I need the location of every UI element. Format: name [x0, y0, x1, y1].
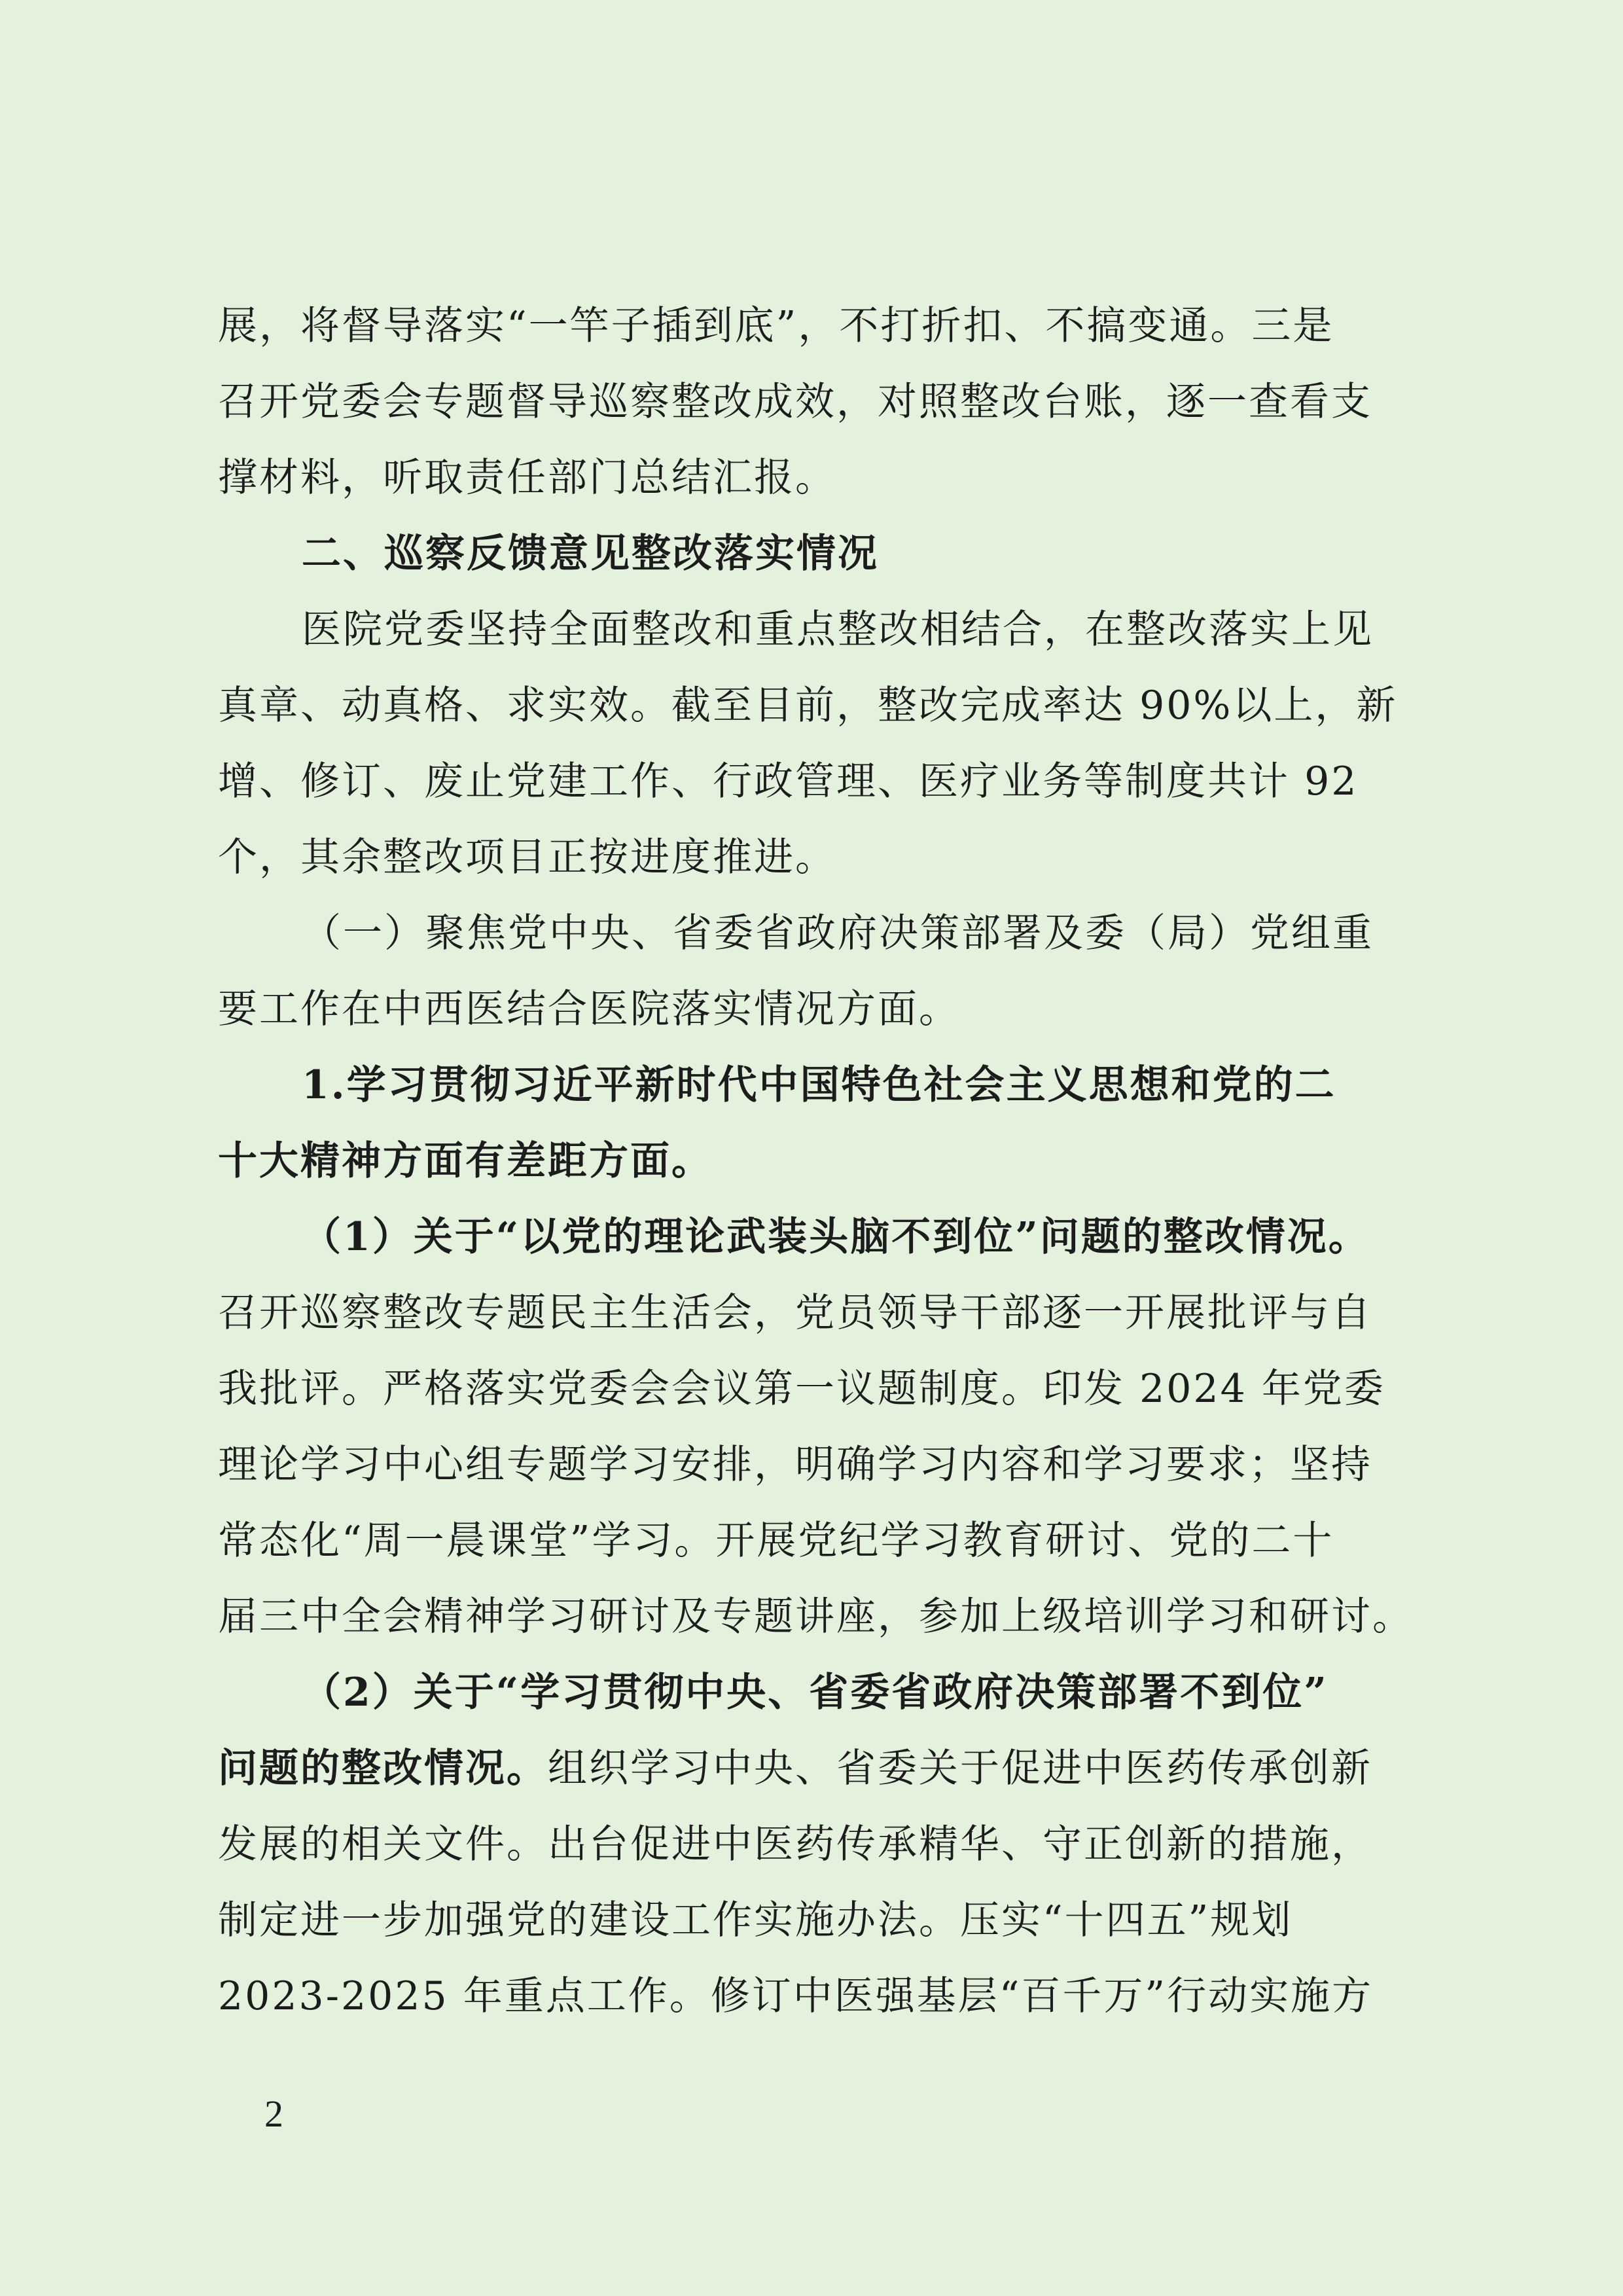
body-line: 召开党委会专题督导巡察整改成效，对照整改台账，逐一查看支	[218, 379, 1372, 425]
body-line: 制定进一步加强党的建设工作实施办法。压实“十四五”规划	[218, 1897, 1293, 1943]
item-heading-line: 1.学习贯彻习近平新时代中国特色社会主义思想和党的二	[302, 1062, 1336, 1108]
subsection-heading-line: 要工作在中西医结合医院落实情况方面。	[218, 986, 960, 1032]
document-body	[218, 288, 1422, 2034]
body-line: 常态化“周一晨课堂”学习。开展党纪学习教育研讨、党的二十	[218, 1518, 1334, 1564]
subsection-heading-line: （一）聚焦党中央、省委省政府决策部署及委（局）党组重	[302, 910, 1374, 956]
body-line: 医院党委坚持全面整改和重点整改相结合，在整改落实上见	[302, 607, 1374, 653]
body-line: 我批评。严格落实党委会会议第一议题制度。印发 2024 年党委	[218, 1366, 1385, 1412]
body-line: 2023-2025 年重点工作。修订中医强基层“百千万”行动实施方	[218, 1973, 1374, 2019]
body-line: 撑材料，听取责任部门总结汇报。	[218, 455, 836, 501]
subitem-heading-line: （2）关于“学习贯彻中央、省委省政府决策部署不到位”	[302, 1670, 1329, 1715]
mixed-line	[218, 1731, 1422, 1806]
body-line: 增、修订、废止党建工作、行政管理、医疗业务等制度共计 92	[218, 759, 1359, 804]
body-line: 召开巡察整改专题民主生活会，党员领导干部逐一开展批评与自	[218, 1290, 1372, 1336]
item-heading-line: 十大精神方面有差距方面。	[218, 1138, 713, 1184]
section-heading: 二、巡察反馈意见整改落实情况	[302, 531, 879, 577]
body-line: 个，其余整改项目正按进度推进。	[218, 834, 836, 880]
body-line: 届三中全会精神学习研讨及专题讲座，参加上级培训学习和研讨。	[218, 1594, 1414, 1640]
body-line: 发展的相关文件。出台促进中医药传承精华、守正创新的措施，	[218, 1821, 1372, 1867]
body-text: 组织学习中央、省委关于促进中医药传承创新	[548, 1746, 1372, 1791]
body-line: 展，将督导落实“一竿子插到底”，不打折扣、不搞变通。三是	[218, 303, 1334, 349]
subitem-heading-line: （1）关于“以党的理论武装头脑不到位”问题的整改情况。	[302, 1214, 1370, 1260]
subitem-heading-tail: 问题的整改情况。	[218, 1746, 548, 1791]
body-line: 真章、动真格、求实效。截至目前，整改完成率达 90%以上，新	[218, 683, 1398, 728]
body-line: 理论学习中心组专题学习安排，明确学习内容和学习要求；坚持	[218, 1442, 1372, 1488]
page-number: 2	[264, 2092, 283, 2135]
